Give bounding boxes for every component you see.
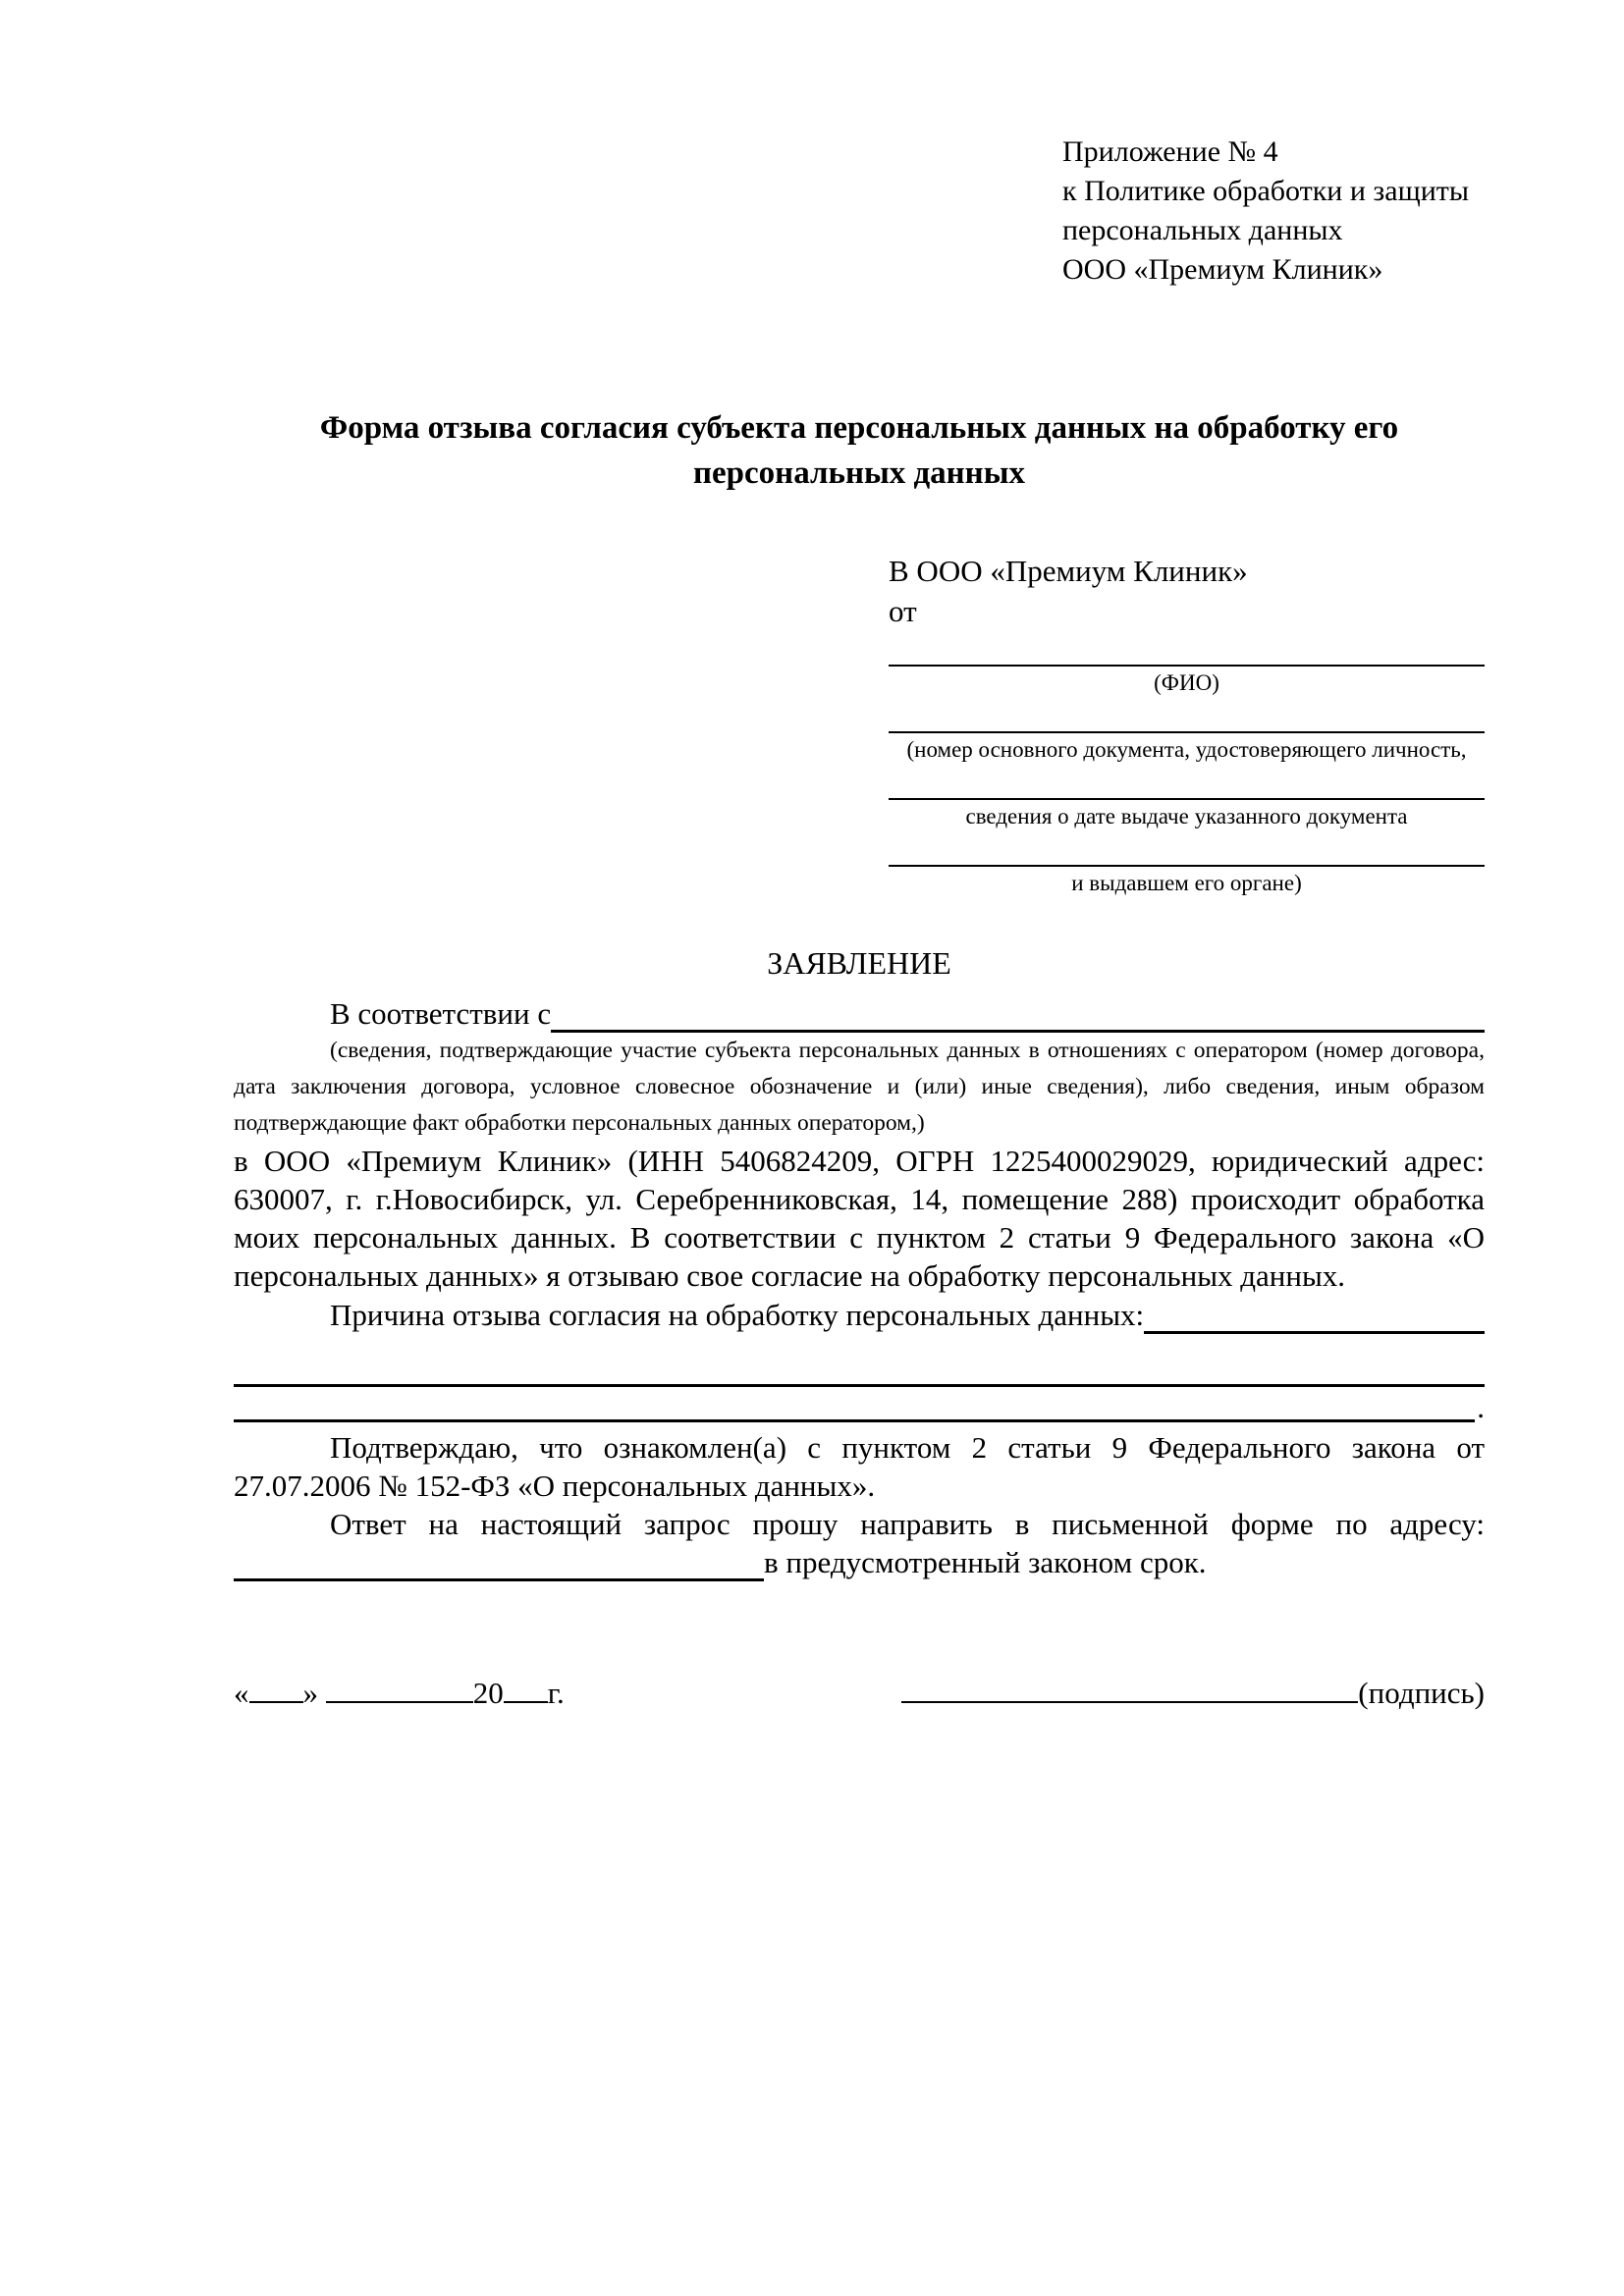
date-line bbox=[234, 1672, 565, 1713]
signature-caption: (подпись) bbox=[1358, 1676, 1485, 1710]
issuing-authority-fill-line bbox=[889, 831, 1485, 867]
date-signature-row bbox=[234, 1672, 1485, 1713]
statement-body bbox=[234, 994, 1485, 1713]
blank-line-period: . bbox=[1477, 1390, 1485, 1424]
issuing-authority-caption: и выдавшем его органе) bbox=[1071, 871, 1302, 895]
fio-field bbox=[889, 631, 1485, 698]
reply-suffix: в предусмотренный законом срок. bbox=[764, 1545, 1207, 1579]
annex-header-line: ООО «Премиум Клиник» bbox=[1062, 253, 1383, 286]
intro-prefix: В соответствии с bbox=[330, 996, 552, 1031]
date-century: 20 bbox=[472, 1676, 504, 1710]
blank-fill-line bbox=[234, 1389, 1475, 1422]
date-space bbox=[318, 1676, 326, 1710]
document-number-field bbox=[889, 698, 1485, 765]
signature-block bbox=[901, 1672, 1485, 1713]
date-quote-close: » bbox=[302, 1676, 318, 1710]
issue-date-field bbox=[889, 765, 1485, 831]
intro-footnote: (сведения, подтверждающие участие субъекта персональных данных в отношениях с оператором (номер договора, дата заключения договора, условное словесное обозначение и (или) иные сведения), либо сведения, иным образом подтверждающие факт обработки персональных данных оператором,) bbox=[234, 1038, 1485, 1136]
confirmation-paragraph: Подтверждаю, что ознакомлен(а) с пунктом 2 статьи 9 Федерального закона от 27.07.2006 № 152-ФЗ «О персональных данных». bbox=[234, 1430, 1485, 1503]
document-number-caption: (номер основного документа, удостоверяющего личность, bbox=[906, 737, 1467, 762]
date-day-blank bbox=[249, 1672, 303, 1703]
signature-line bbox=[901, 1672, 1358, 1703]
document-number-fill-line bbox=[889, 698, 1485, 733]
reason-fill-line bbox=[1144, 1301, 1485, 1334]
intro-line bbox=[234, 994, 1485, 1033]
reason-label: Причина отзыва согласия на обработку персональных данных: bbox=[330, 1298, 1145, 1332]
date-quote-open: « bbox=[234, 1676, 249, 1710]
reason-blank-line bbox=[234, 1352, 1485, 1387]
annex-header bbox=[1062, 133, 1485, 290]
issue-date-fill-line bbox=[889, 765, 1485, 800]
date-year-blank bbox=[504, 1672, 548, 1703]
reply-address-fill-line bbox=[234, 1548, 764, 1581]
issuing-authority-field bbox=[889, 831, 1485, 898]
date-month-blank bbox=[326, 1672, 473, 1703]
body-paragraph: в ООО «Премиум Клиник» (ИНН 5406824209, ОГРН 1225400029029, юридический адрес: 630007, г. г.Новосибирск, ул. Серебренниковская, 14, помещение 288) происходит обработка моих персональных данных. В соответствии с пунктом 2 статьи 9 Федерального закона «О персональных данных» я отзываю свое согласие на обработку персональных данных. bbox=[234, 1144, 1485, 1293]
annex-header-line: Приложение № 4 bbox=[1062, 135, 1278, 168]
reply-address-line bbox=[234, 1543, 1485, 1581]
addressee-from: от bbox=[889, 594, 917, 628]
annex-header-line: персональных данных bbox=[1062, 214, 1343, 246]
addressee-block bbox=[889, 551, 1485, 898]
intro-fill-line bbox=[551, 999, 1485, 1033]
reason-line bbox=[234, 1296, 1485, 1334]
blank-fill-line bbox=[234, 1354, 1485, 1387]
reason-blank-line bbox=[234, 1387, 1485, 1422]
addressee-to: В ООО «Премиум Клиник» bbox=[889, 554, 1248, 588]
annex-header-line: к Политике обработки и защиты bbox=[1062, 175, 1470, 207]
statement-heading: ЗАЯВЛЕНИЕ bbox=[767, 945, 951, 981]
fio-caption: (ФИО) bbox=[1154, 670, 1219, 695]
issue-date-caption: сведения о дате выдаче указанного документа bbox=[965, 804, 1408, 828]
reply-request-line: Ответ на настоящий запрос прошу направить в письменной форме по адресу: bbox=[330, 1507, 1485, 1541]
date-year-suffix: г. bbox=[547, 1676, 565, 1710]
page-title: Форма отзыва согласия субъекта персональных данных на обработку его персональных данных bbox=[319, 410, 1399, 491]
fio-fill-line bbox=[889, 631, 1485, 667]
